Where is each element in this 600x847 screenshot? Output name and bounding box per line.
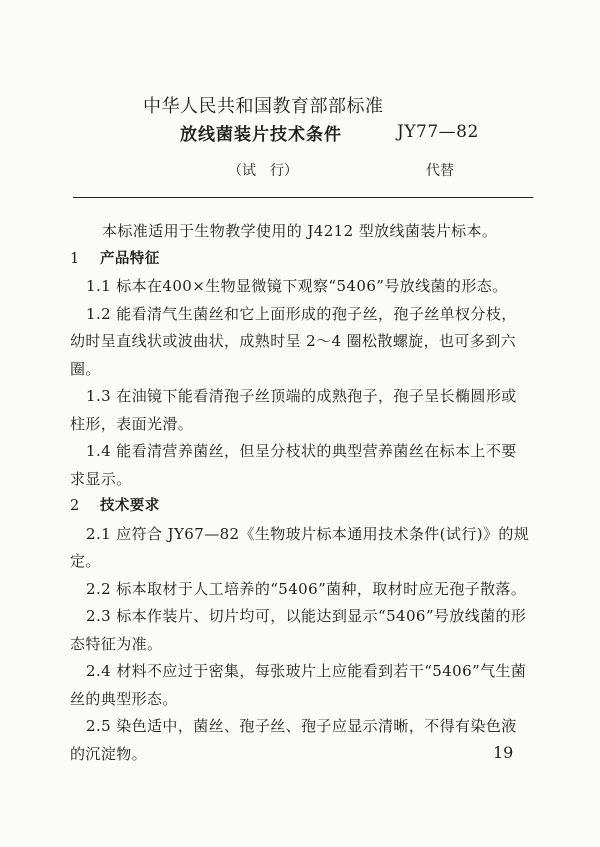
section-number: 2: [70, 498, 80, 514]
clause-paragraph: 2.3 标本作装片、切片均可，以能达到显示“5406”号放线菌的形态特征为准。: [70, 607, 527, 653]
section-heading: [70, 246, 530, 274]
clause-paragraph: 2.4 材料不应过于密集，每张玻片上应能看到若干“5406”气生菌丝的典型形态。: [70, 662, 527, 708]
section-title: 技术要求: [100, 498, 160, 514]
section-title: 产品特征: [100, 250, 160, 267]
clause-paragraph: 1.4 能看清营养菌丝，但呈分枝状的典型营养菌丝在标本上不要求显示。: [70, 442, 517, 488]
intro-paragraph: 本标准适用于生物教学使用的 J4212 型放线菌装片标本。: [102, 222, 498, 240]
clause-paragraph: 1.3 在油镜下能看清孢子丝顶端的成熟孢子，孢子呈长椭圆形或柱形，表面光滑。: [70, 387, 517, 433]
section-number: 1: [70, 250, 80, 267]
clause-paragraph: 2.1 应符合 JY67—82《生物玻片标本通用技术条件(试行)》的规定。: [70, 524, 530, 570]
trial-note: （试 行）: [228, 163, 298, 179]
issuing-organization: 中华人民共和国教育部部标准: [143, 96, 384, 117]
clause-paragraph: 2.2 标本取材于人工培养的“5406”菌种，取材时应无孢子散落。: [86, 579, 527, 598]
page-number: 19: [493, 743, 514, 762]
standard-code: JY77—82: [397, 122, 479, 142]
clause-paragraph: 1.1 标本在400×生物显微镜下观察“5406”号放线菌的形态。: [86, 277, 508, 295]
document-body: [70, 218, 530, 768]
header-divider: [73, 197, 533, 198]
document-title: 放线菌装片技术条件: [180, 125, 342, 145]
clause-paragraph: 1.2 能看清气生菌丝和它上面形成的孢子丝，孢子丝单杈分枝，幼时呈直线状或波曲状，成熟时呈 2～4 圈松散螺旋，也可多到六圈。: [70, 304, 517, 378]
section-heading: [70, 493, 530, 521]
replaces-label: 代替: [426, 163, 454, 179]
clause-paragraph: 2.5 染色适中，菌丝、孢子丝、孢子应显示清晰，不得有染色液的沉淀物。: [70, 717, 517, 763]
